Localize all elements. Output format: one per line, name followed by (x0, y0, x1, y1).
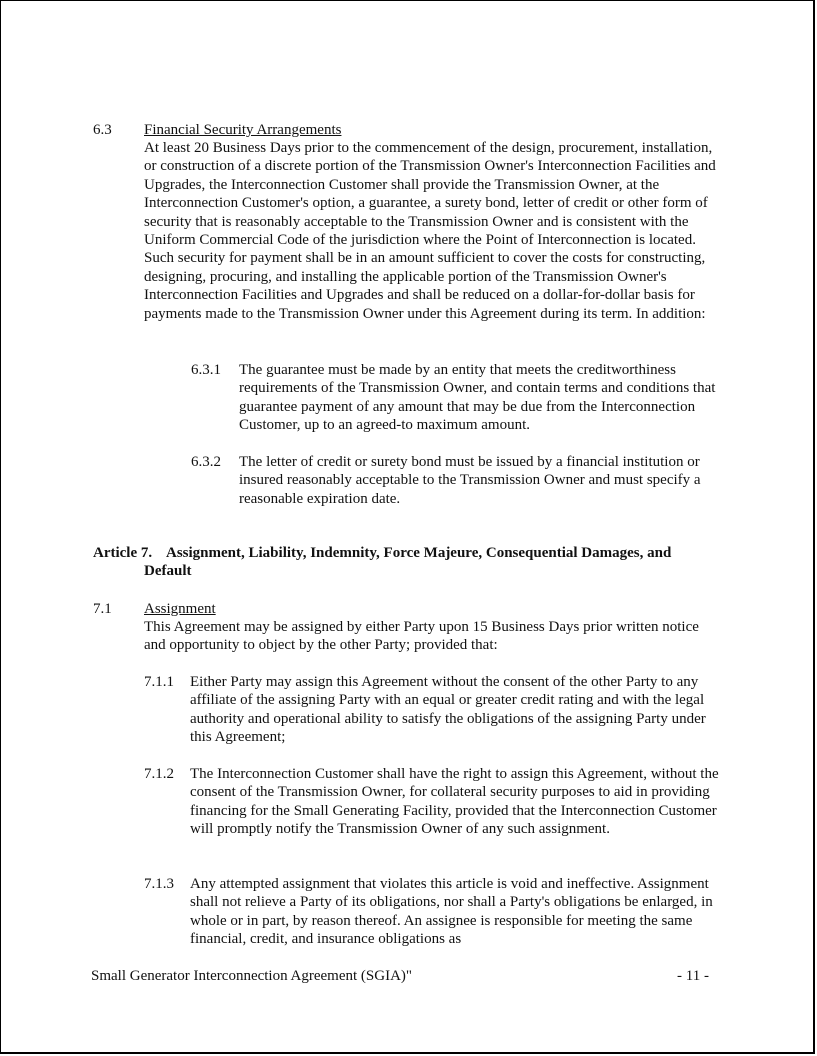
section-6-3-1-number: 6.3.1 (191, 362, 221, 378)
section-6-3-2-text: The letter of credit or surety bond must be issued by a financial institution or insured reasonably acceptable to the Transmission Owner and must specify a reasonable expiration date. (239, 454, 701, 507)
section-6-3-number: 6.3 (93, 122, 112, 138)
article-7-label: Article 7. (93, 545, 153, 561)
section-6-3-heading: Financial Security Arrangements (144, 122, 342, 138)
section-6-3-1-text: The guarantee must be made by an entity that meets the creditworthiness requirements of the Transmission Owner, and contain terms and conditions that guarantee payment of any amount that may be due from the Interconnection Customer, up to an agreed-to maximum amount. (239, 362, 716, 434)
section-7-1-3-text: Any attempted assignment that violates this article is void and ineffective. Assignment shall not relieve a Party of its obligations, nor shall a Party's obligations be enlarged, in whole or in part, by reason thereof. An assignee is responsible for meeting the same financial, credit, and insurance obligations as (190, 876, 713, 948)
footer-title: Small Generator Interconnection Agreement (SGIA)" (91, 968, 413, 984)
section-7-1-2-number: 7.1.2 (144, 766, 174, 782)
section-7-1-1-number: 7.1.1 (144, 674, 174, 690)
section-6-3-body: At least 20 Business Days prior to the commencement of the design, procurement, installation, or construction of a discrete portion of the Transmission Owner's Interconnection Facilities and Upgrades, the Interconnection Customer shall provide the Transmission Owner, at the Interconnection Customer's option, a guarantee, a surety bond, letter of credit or other form of security that is reasonably acceptable to the Transmission Owner and is consistent with the Uniform Commercial Code of the jurisdiction where the Point of Interconnection is located. Such security for payment shall be in an amount sufficient to cover the costs for constructing, designing, procuring, and installing the applicable portion of the Transmission Owner's Interconnection Facilities and Upgrades and shall be reduced on a dollar-for-dollar basis for payments made to the Transmission Owner under this Agreement during its term. In addition: (144, 140, 716, 322)
section-7-1-3-number: 7.1.3 (144, 876, 174, 892)
page-number: - 11 - (677, 968, 709, 984)
section-7-1-number: 7.1 (93, 601, 112, 617)
section-7-1-1-text: Either Party may assign this Agreement without the consent of the other Party to any affiliate of the assigning Party with an equal or greater credit rating and with the legal authority and operational ability to satisfy the obligations of the assigning Party under this Agreement; (190, 674, 706, 746)
section-6-3-2-number: 6.3.2 (191, 454, 221, 470)
section-7-1-2-text: The Interconnection Customer shall have the right to assign this Agreement, without the consent of the Transmission Owner, for collateral security purposes to aid in providing financing for the Small Generating Facility, provided that the Interconnection Customer will promptly notify the Transmission Owner of any such assignment. (190, 766, 719, 838)
section-7-1-heading: Assignment (144, 601, 216, 617)
article-7-title: Assignment, Liability, Indemnity, Force Majeure, Consequential Damages, and Default (144, 545, 672, 580)
section-7-1-body: This Agreement may be assigned by either Party upon 15 Business Days prior written notice and opportunity to object by the other Party; provided that: (144, 619, 699, 654)
